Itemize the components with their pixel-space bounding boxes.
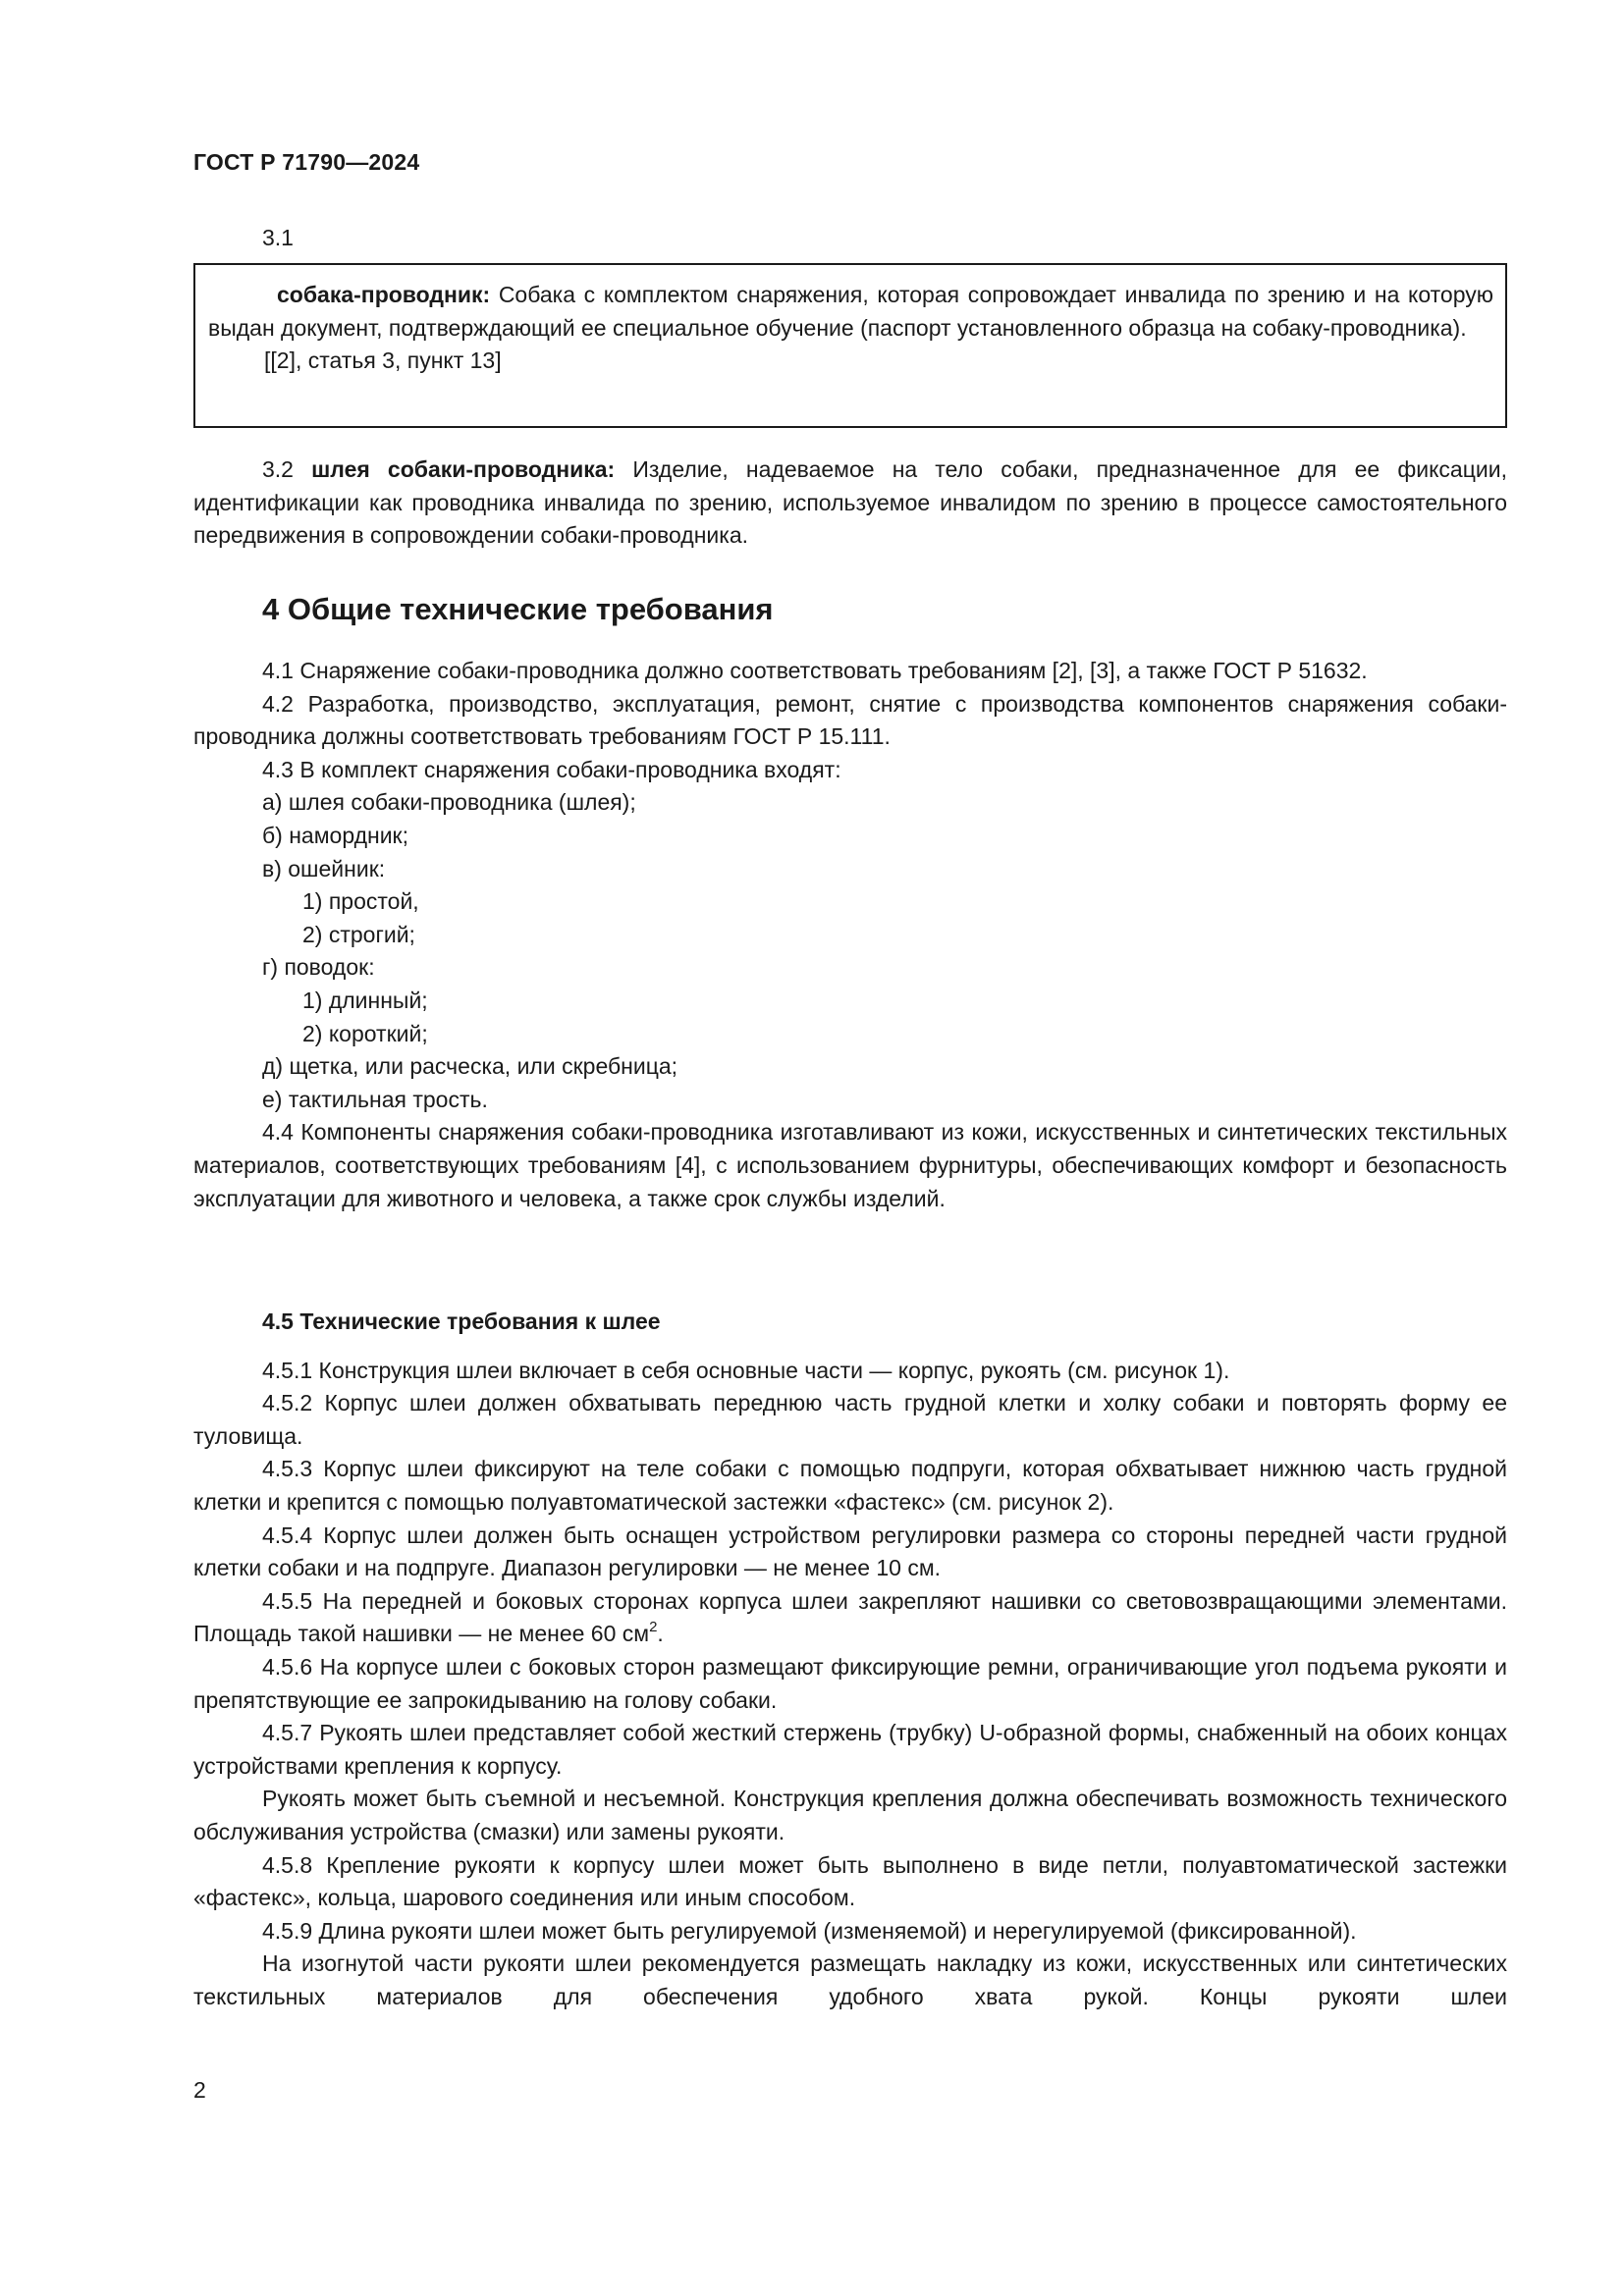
clause-3-2-paragraph <box>193 454 1507 553</box>
superscript-2: 2 <box>649 1618 658 1635</box>
term-definition-paragraph <box>208 279 1493 345</box>
clause-4-4: 4.4 Компоненты снаряжения собаки-проводника изготавливают из кожи, искусственных и синтетических текстильных материалов, соответствующих требованиям [4], с использованием фурнитуры, обеспечивающих комфорт и безопасность эксплуатации для животного и человека, а также срок службы изделий. <box>193 1119 1507 1211</box>
section-4-body <box>193 655 1507 1215</box>
clause-4-5-5-text: 4.5.5 На передней и боковых сторонах корпуса шлеи закрепляют нашивки со световозвращающими элементами. Площадь такой нашивки — не менее 60 см <box>193 1587 1507 1647</box>
term-definition-text: Собака с комплектом снаряжения, которая сопровождает инвалида по зрению и на которую выдан документ, подтверждающий ее специальное обучение (паспорт установленного образца на собаку-проводника). <box>208 282 1493 341</box>
clause-4-5-4: 4.5.4 Корпус шлеи должен быть оснащен устройством регулировки размера со стороны передней части грудной клетки собаки и на подпруге. Диапазон регулировки — не менее 10 см. <box>193 1522 1507 1581</box>
clause-4-5-1: 4.5.1 Конструкция шлеи включает в себя основные части — корпус, рукоять (см. рисунок 1). <box>262 1357 1230 1383</box>
clause-4-5-9-continued: На изогнутой части рукояти шлеи рекомендуется размещать накладку из кожи, искусственных или синтетических текстильных материалов для обеспечения удобного хвата рукой. Концы рукояти шлеи <box>193 1950 1507 2009</box>
clause-4-5-7-continued: Рукоять может быть съемной и несъемной. Конструкция крепления должна обеспечивать возможность технического обслуживания устройства (смазки) или замены рукояти. <box>193 1786 1507 1844</box>
clause-4-5-6: 4.5.6 На корпусе шлеи с боковых сторон размещают фиксирующие ремни, ограничивающие угол подъема рукояти и препятствующие ее запрокидыванию на голову собаки. <box>193 1653 1507 1713</box>
clause-4-3: 4.3 В комплект снаряжения собаки-проводника входят: <box>262 756 841 782</box>
clause-4-5-3: 4.5.3 Корпус шлеи фиксируют на теле собаки с помощью подпруги, которая обхватывает нижнюю часть грудной клетки и крепится с помощью полуавтоматической застежки «фастекс» (см. рисунок 2). <box>193 1456 1507 1515</box>
clause-4-5-5-end: . <box>657 1621 664 1647</box>
document-header-id: ГОСТ Р 71790—2024 <box>193 149 420 175</box>
list-subitem-v2: 2) строгий; <box>302 921 415 947</box>
clause-4-5-5 <box>193 1585 1507 1651</box>
list-item-a: а) шлея собаки-проводника (шлея); <box>262 789 636 816</box>
term-reference: [[2], статья 3, пункт 13] <box>264 347 502 374</box>
list-item-e: е) тактильная трость. <box>262 1086 488 1112</box>
list-item-b: б) намордник; <box>262 822 409 848</box>
list-subitem-g1: 1) длинный; <box>302 987 428 1013</box>
list-subitem-g2: 2) короткий; <box>302 1020 428 1046</box>
term-name: собака-проводник: <box>277 282 491 307</box>
clause-4-5-2: 4.5.2 Корпус шлеи должен обхватывать переднюю часть грудной клетки и холку собаки и повторять форму ее туловища. <box>193 1390 1507 1449</box>
list-item-v: в) ошейник: <box>262 855 386 881</box>
spacer <box>193 1339 1507 1355</box>
term-definition-box <box>193 263 1507 428</box>
list-item-d: д) щетка, или расческа, или скребница; <box>262 1053 678 1080</box>
page-number: 2 <box>193 2077 206 2103</box>
term-name: шлея собаки-проводника: <box>311 456 616 482</box>
term-definition-content <box>208 279 1493 378</box>
clause-4-5-7: 4.5.7 Рукоять шлеи представляет собой жесткий стержень (трубку) U-образной формы, снабженный на обоих концах устройствами крепления к корпусу. <box>193 1720 1507 1779</box>
clause-4-2: 4.2 Разработка, производство, эксплуатация, ремонт, снятие с производства компонентов снаряжения собаки-проводника должны соответствовать требованиям ГОСТ Р 15.111. <box>193 690 1507 750</box>
section-4-heading: 4 Общие технические требования <box>262 592 774 626</box>
clause-3-2 <box>193 454 1507 553</box>
subsection-4-5-heading: 4.5 Технические требования к шлее <box>262 1308 661 1334</box>
subsection-4-5 <box>193 1306 1507 2013</box>
list-item-g: г) поводок: <box>262 954 375 981</box>
clause-4-5-8: 4.5.8 Крепление рукояти к корпусу шлеи может быть выполнено в виде петли, полуавтоматической застежки «фастекс», кольца, шарового соединения или иным способом. <box>193 1851 1507 1911</box>
clause-number-3-1: 3.1 <box>262 225 294 250</box>
clause-4-1: 4.1 Снаряжение собаки-проводника должно соответствовать требованиям [2], [3], а также ГОСТ Р 51632. <box>262 658 1368 683</box>
term-definition-text: Изделие, надеваемое на тело собаки, предназначенное для ее фиксации, идентификации как проводника инвалида по зрению, используемое инвалидом по зрению в процессе самостоятельного передвижения в сопровождении собаки-проводника. <box>193 456 1507 549</box>
clause-number: 3.2 <box>262 456 312 482</box>
list-subitem-v1: 1) простой, <box>302 888 419 915</box>
clause-4-5-9: 4.5.9 Длина рукояти шлеи может быть регулируемой (изменяемой) и нерегулируемой (фиксированной). <box>262 1917 1357 1944</box>
